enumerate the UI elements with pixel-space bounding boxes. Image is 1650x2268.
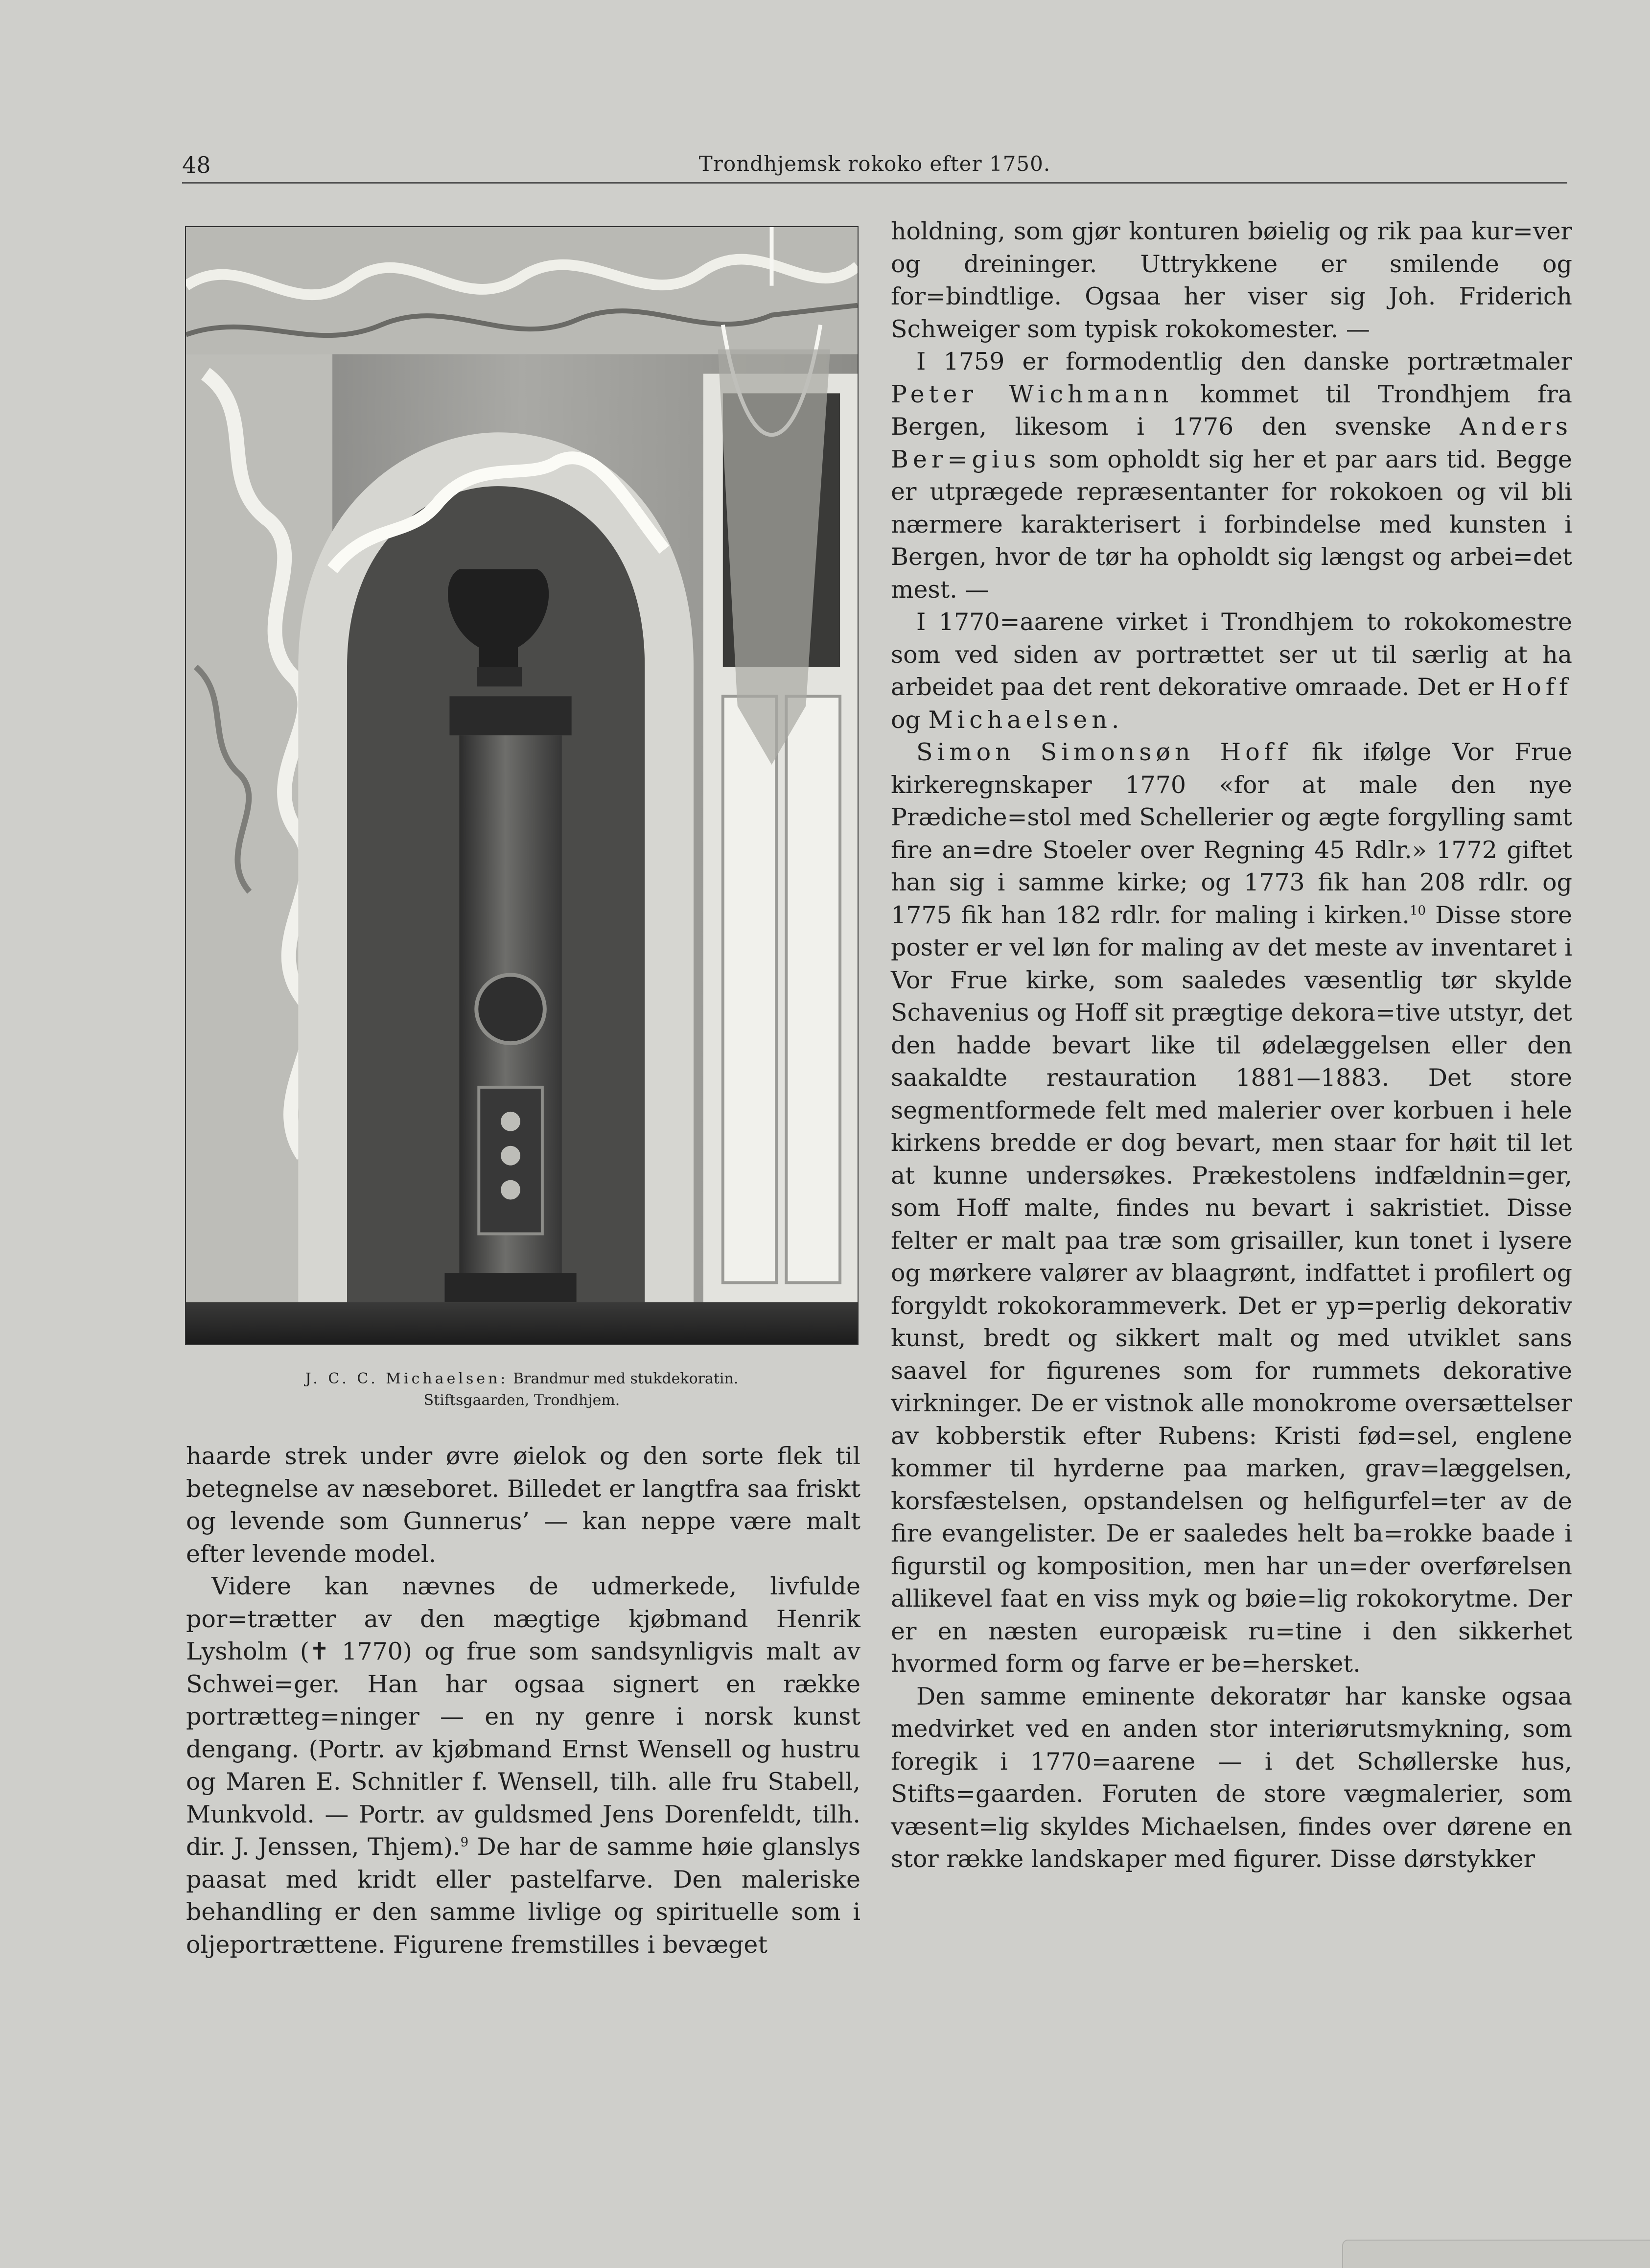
person-name: Peter Wichmann: [891, 380, 1173, 408]
caption-location: Stiftsgaarden, Trondhjem.: [423, 1392, 620, 1409]
footnote-ref: 10: [1409, 903, 1426, 918]
paragraph: I 1770=aarene virket i Trondhjem to rokokomestre som ved siden av portrættet ser ut til særlig at ha arbeidet paa det rent dekorative omraade. Det er Hoff og Michaelsen.: [891, 608, 1572, 734]
paragraph: I 1759 er formodentlig den danske portrætmaler Peter Wichmann kommet til Trondhjem fra Bergen, likesom i 1776 den svenske Anders Ber=gius som opholdt sig her et par aars tid. Begge er utprægede repræsentanter for rokokoen og vil bli nærmere karakterisert i forbindelse med kunsten i Bergen, hvor de tør ha opholdt sig længst og arbei=det mest. —: [891, 348, 1572, 604]
right-column: [891, 215, 1572, 1876]
page-corner-shadow: [1342, 2240, 1650, 2268]
photo-plate: [185, 226, 859, 1345]
page-number: 48: [182, 152, 211, 178]
paragraph: Simon Simonsøn Hoff fik ifølge Vor Frue kirkeregnskaper 1770 «for at male den nye Prædiche=stol med Schellerier og ægte forgylling samt fire an=dre Stoeler over Regning 45 Rdlr.» 1772 giftet han sig i samme kirke; og 1773 fik han 208 rdlr. og 1775 fik han 182 rdlr. for maling i kirken.$^{10}$ Disse store poster er vel løn for maling av det meste av inventaret i Vor Frue kirke, som saaledes væsentlig tør skylde Schavenius og Hoff sit prægtige dekora=tive utstyr, det den hadde bevart like til ødelæggelsen eller den saakaldte restauration 1881—1883. Det store segmentformede felt med malerier over korbuen i hele kirkens bredde er dog bevart, men staar for høit til let at kunne undersøkes. Prækestolens indfældnin=ger, som Hoff malte, findes nu bevart i sakristiet. Disse felter er malt paa træ som grisailler, kun tonet i lysere og mørkere valører av blaagrønt, indfattet i profilert og forgyldt rokokorammeverk. Det er yp=perlig dekorativ kunst, bredt og sikkert malt og med utviklet sans saavel for figurenes som for rummets dekorative virkninger. De er vistnok alle monokrome oversættelser av kobberstik efter Rubens: Kristi fød=sel, englene kommer til hyrderne paa marken, grav=læggelsen, korsfæstelsen, opstandelsen og helfigurfel=ter av de fire evangelister. De er saaledes helt ba=rokke baade i figurstil og komposition, men har un=der overførelsen allikevel faat en viss myk og bøie=lig rokokorytme. Der er en næsten europæisk ru=tine i den sikkerhet hvormed form og farve er be=hersket.: [891, 738, 1572, 1678]
paragraph: holdning, som gjør konturen bøielig og rik paa kur=ver og dreininger. Uttrykkene er smilende og for=bindtlige. Ogsaa her viser sig Joh. Friderich Schweiger som typisk rokokomester. —: [891, 217, 1572, 343]
person-name: Michaelsen: [928, 705, 1112, 734]
paragraph: haarde strek under øvre øielok og den sorte flek til betegnelse av næseboret. Billedet er langtfra saa friskt og levende som Gunnerus’ — kan neppe være malt efter levende model.: [186, 1442, 860, 1568]
caption-author: J. C. C. Michaelsen:: [305, 1370, 509, 1387]
caption-title: Brandmur med stukdekoratin.: [513, 1370, 739, 1387]
stove-interior-photo: [186, 227, 858, 1344]
left-column: [186, 1440, 860, 1961]
footnote-ref: 9: [460, 1835, 469, 1850]
running-title: Trondhjemsk rokoko efter 1750.: [698, 152, 1051, 176]
person-name: Anders Ber=gius: [891, 413, 1572, 473]
running-header: [182, 148, 1567, 184]
figure-caption: [185, 1368, 859, 1411]
person-name: Hoff: [1501, 673, 1572, 701]
paragraph: Den samme eminente dekoratør har kanske ogsaa medvirket ved en anden stor interiørutsmykning, som foregik i 1770=aarene — i det Schøllerske hus, Stifts=gaarden. Foruten de store vægmalerier, som væsent=lig skyldes Michaelsen, findes over dørene en stor række landskaper med figurer. Disse dørstykker: [891, 1682, 1572, 1873]
person-name: Simon Simonsøn Hoff: [916, 738, 1291, 766]
paragraph: Videre kan nævnes de udmerkede, livfulde por=trætter av den mægtige kjøbmand Henrik Lysholm (✝ 1770) og frue som sandsynligvis malt av Schwei=ger. Han har ogsaa signert en række portrætteg=ninger — en ny genre i norsk kunst dengang. (Portr. av kjøbmand Ernst Wensell og hustru og Maren E. Schnitler f. Wensell, tilh. alle fru Stabell, Munkvold. — Portr. av guldsmed Jens Dorenfeldt, tilh. dir. J. Jenssen, Thjem).$^9$ De har de samme høie glanslys paasat med kridt eller pastelfarve. Den maleriske behandling er den samme livlige og spirituelle som i oljeportrættene. Figurene fremstilles i bevæget: [186, 1572, 860, 1959]
